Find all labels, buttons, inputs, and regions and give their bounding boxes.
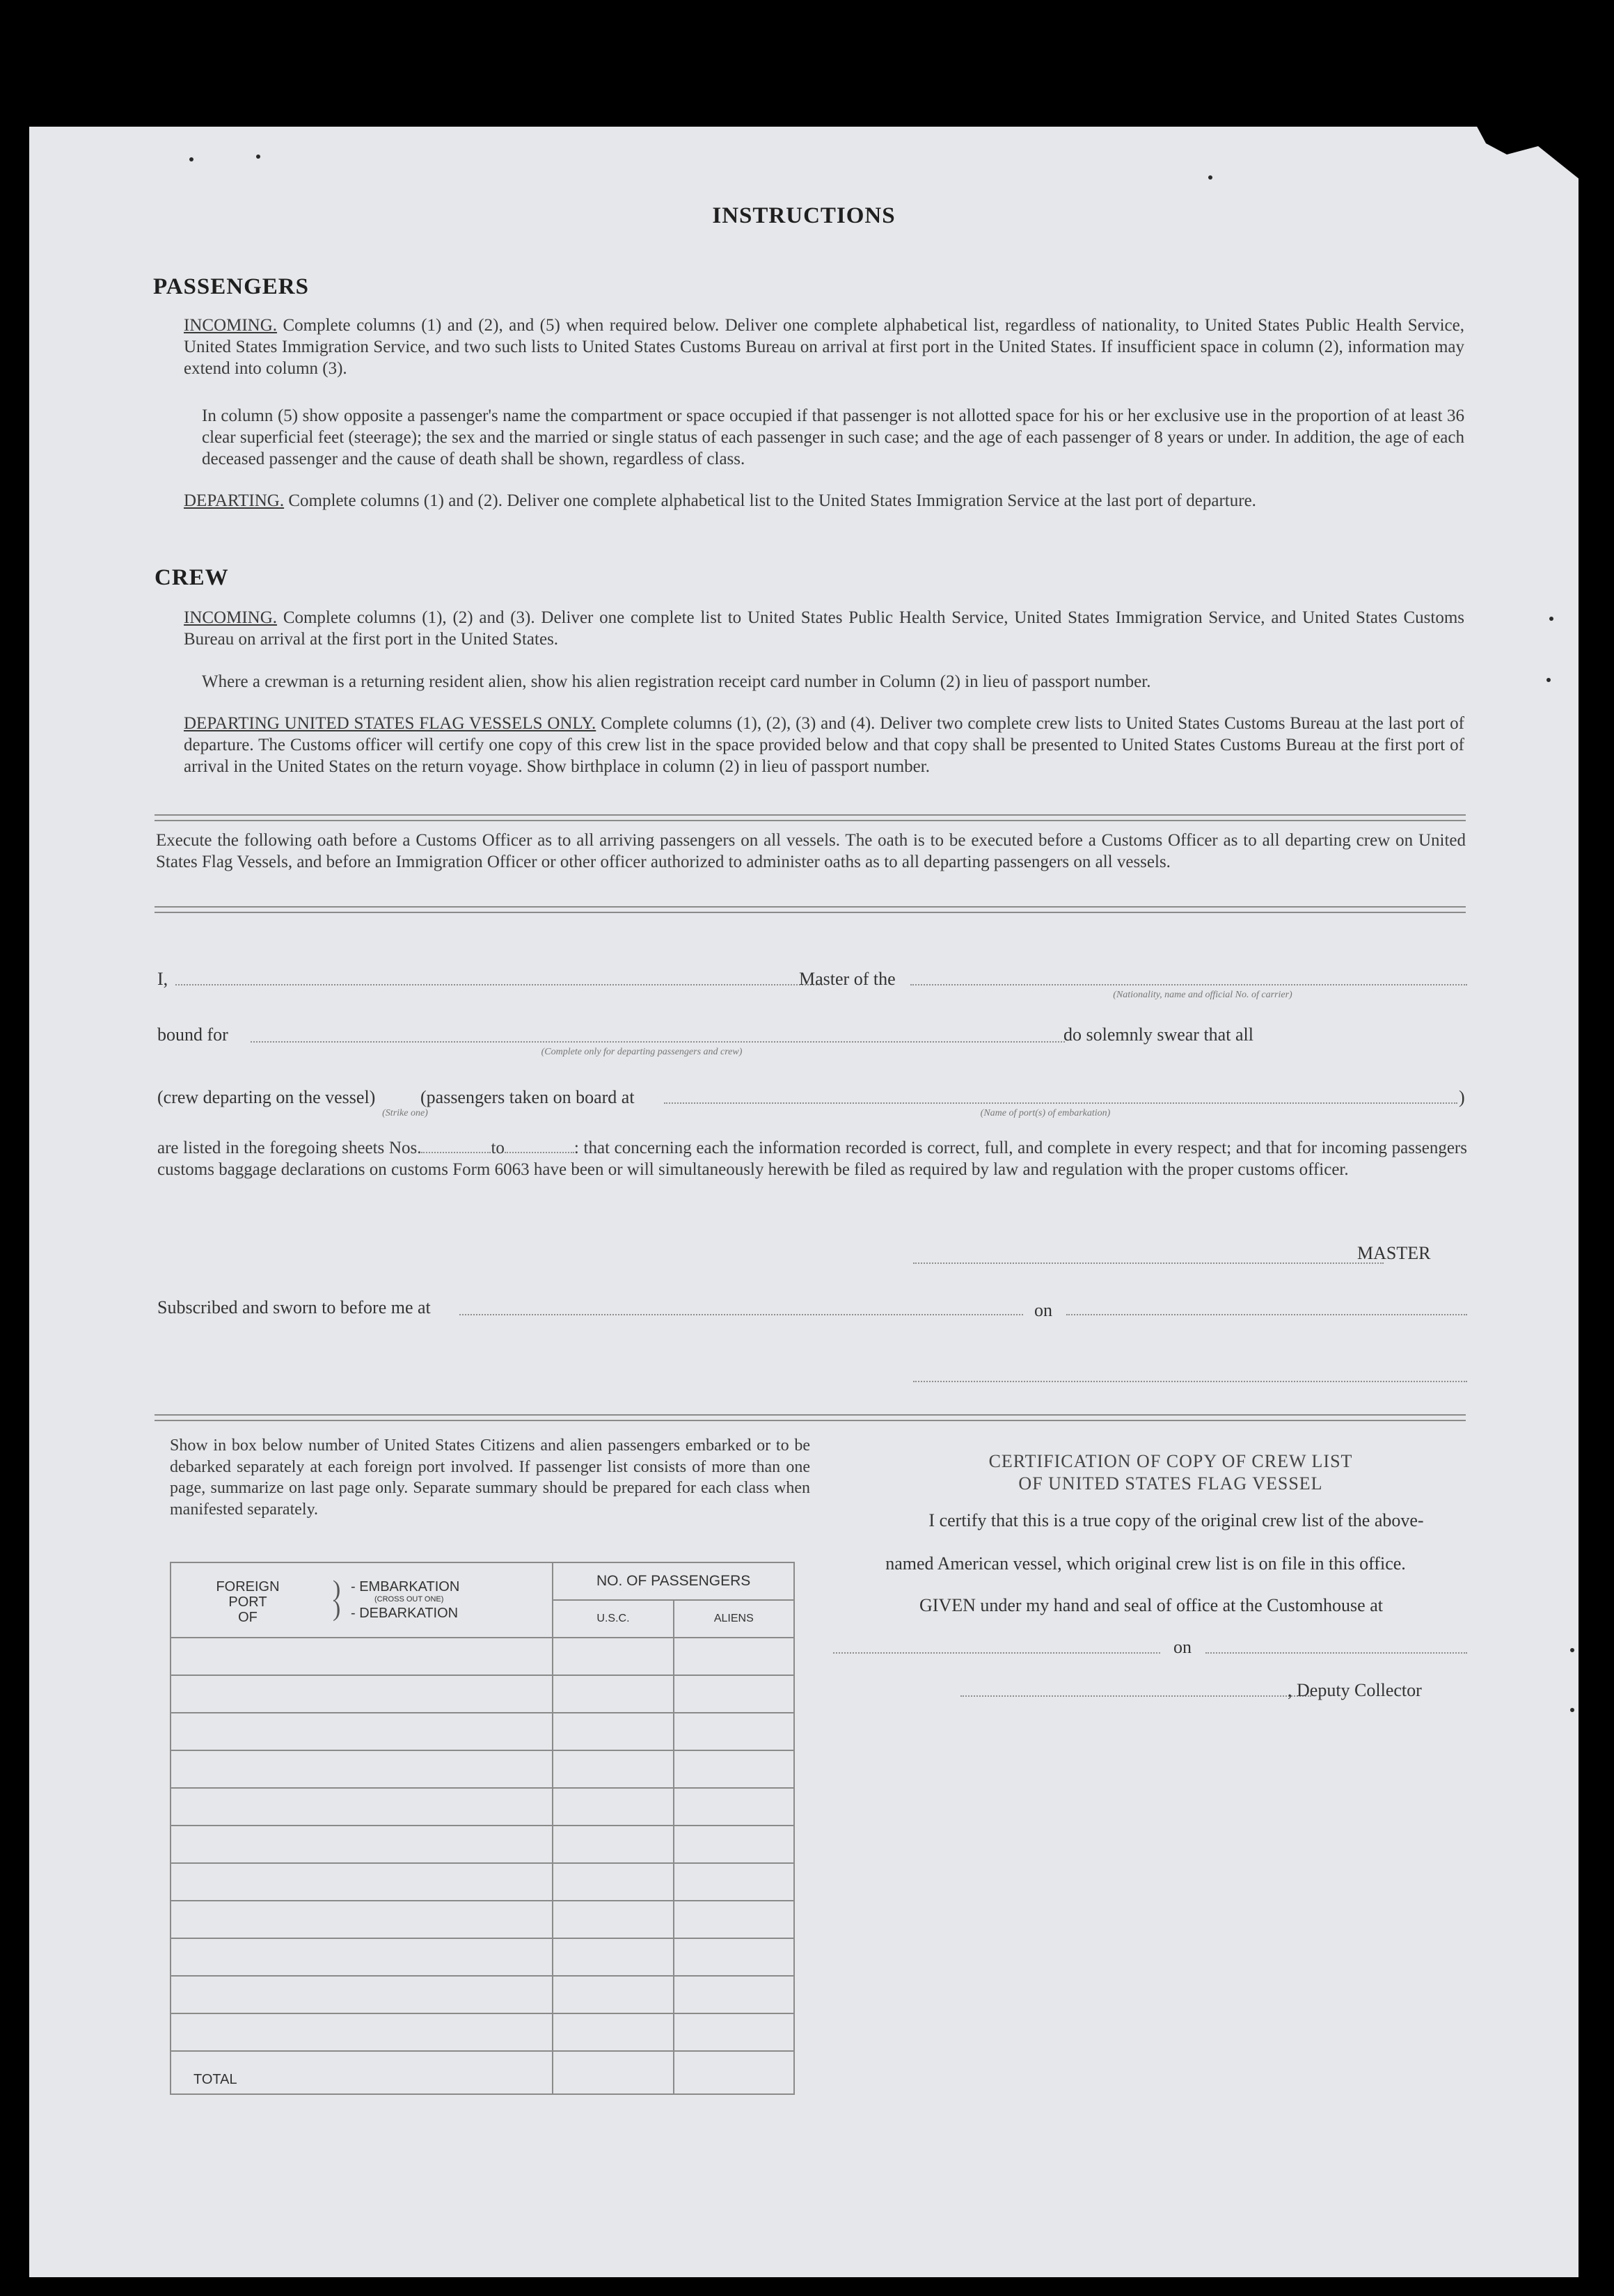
certification-heading-2: OF UNITED STATES FLAG VESSEL [1018, 1473, 1323, 1494]
crew-departing-option[interactable]: (crew departing on the vessel) [157, 1087, 376, 1107]
carrier-field[interactable] [910, 984, 1467, 985]
passenger-summary-table [170, 1562, 795, 2095]
certification-heading-1: CERTIFICATION OF COPY OF CREW LIST [988, 1451, 1353, 1471]
document-page [29, 127, 1579, 2277]
crew-heading: CREW [155, 565, 229, 590]
crew-incoming-text: Complete columns (1), (2) and (3). Deliver one complete list to United States Public Health Service, United States Immigration Service, and United States Customs Bureau on arrival at the first port in the United States. [184, 608, 1465, 649]
port-cell[interactable] [171, 2013, 553, 2051]
port-cell[interactable] [171, 1826, 553, 1863]
certification-date-field[interactable] [1205, 1652, 1467, 1654]
usc-cell[interactable] [553, 2013, 673, 2051]
usc-cell[interactable] [553, 1675, 673, 1713]
passengers-incoming-label: INCOMING. [184, 316, 278, 335]
crew-departing-label: DEPARTING UNITED STATES FLAG VESSELS ONLY. [184, 714, 596, 733]
certify-line-1: I certify that this is a true copy of the original crew list of the above- [928, 1510, 1424, 1530]
aliens-cell[interactable] [674, 1976, 794, 2013]
certification-on-label: on [1173, 1637, 1192, 1657]
strike-one-hint: (Strike one) [382, 1108, 428, 1118]
passengers-departing-text: Complete columns (1) and (2). Deliver one complete alphabetical list to the United States Immigration Service at the last port of departure. [288, 491, 1256, 510]
oath-i-label: I, [157, 969, 168, 989]
scan-speck [1549, 617, 1553, 621]
master-signature-field[interactable] [913, 1262, 1384, 1264]
passengers-taken-option[interactable]: (passengers taken on board at [420, 1087, 635, 1107]
passengers-incoming-text: Complete columns (1) and (2), and (5) when required below. Deliver one complete alphabetical list, regardless of nationality, to United States Public Health Service, United States Immigration Service, and two such lists to United States Customs Bureau on arrival at first port in the United States. If insufficient space in column (2), information may extend into column (3). [184, 316, 1465, 378]
port-cell[interactable] [171, 1788, 553, 1826]
usc-cell[interactable] [553, 1788, 673, 1826]
usc-header: U.S.C. [553, 1600, 673, 1638]
table-row [171, 1863, 794, 1901]
sworn-date-field[interactable] [1066, 1314, 1467, 1315]
aliens-header: ALIENS [674, 1600, 794, 1638]
sheets-text-2: : that concerning each the information recorded is correct, full, and complete in every respect; and that for incoming passengers customs baggage declarations on customs Form 6063 have been or will simultaneously herewith be filed as required by law and regulation with the proper customs officer. [157, 1139, 1467, 1179]
port-cell[interactable] [171, 1976, 553, 2013]
swear-label: do solemnly swear that all [1063, 1024, 1253, 1045]
deputy-signature-field[interactable] [960, 1695, 1311, 1697]
officer-signature-field[interactable] [913, 1381, 1467, 1382]
certification-heading [864, 1450, 1477, 1495]
oath-intro: Execute the following oath before a Customs Officer as to all arriving passengers on all vessels. The oath is to be executed before a Customs Officer as to all departing crew on United States Flag Vessels, and before an Immigration Officer or other officer authorized to administer oaths as to all departing passengers on all vessels. [156, 831, 1466, 871]
aliens-cell[interactable] [674, 1826, 794, 1863]
table-row [171, 1938, 794, 1976]
usc-cell[interactable] [553, 1713, 673, 1750]
divider [155, 906, 1466, 913]
divider [155, 1414, 1466, 1421]
port-field[interactable] [664, 1102, 1457, 1104]
sheets-to-label: to [491, 1139, 505, 1157]
table-row [171, 2013, 794, 2051]
port-cell[interactable] [171, 1638, 553, 1675]
aliens-cell[interactable] [674, 1901, 794, 1938]
usc-cell[interactable] [553, 1976, 673, 2013]
table-row [171, 1713, 794, 1750]
sheets-statement [157, 1137, 1467, 1180]
debarkation-option[interactable]: - DEBARKATION [351, 1606, 459, 1621]
scan-speck [256, 155, 260, 159]
sheet-to-field[interactable] [505, 1152, 574, 1153]
no-of-passengers-header: NO. OF PASSENGERS [553, 1562, 794, 1600]
usc-total-cell[interactable] [553, 2051, 673, 2094]
usc-cell[interactable] [553, 1750, 673, 1788]
total-label: TOTAL [171, 2051, 553, 2094]
of-label: OF [238, 1610, 258, 1625]
embarkation-option[interactable]: - EMBARKATION [351, 1579, 460, 1594]
table-row [171, 1901, 794, 1938]
usc-cell[interactable] [553, 1638, 673, 1675]
sworn-on-label: on [1034, 1300, 1052, 1320]
table-row [171, 1750, 794, 1788]
passengers-heading: PASSENGERS [153, 274, 309, 299]
bound-hint: (Complete only for departing passengers and crew) [541, 1047, 743, 1057]
table-row [171, 1976, 794, 2013]
brace-icon: ) [333, 1576, 341, 1602]
port-cell[interactable] [171, 1675, 553, 1713]
port-cell[interactable] [171, 1713, 553, 1750]
bound-for-field[interactable] [251, 1041, 1065, 1043]
aliens-cell[interactable] [674, 1713, 794, 1750]
bound-for-label: bound for [157, 1024, 228, 1045]
table-row [171, 1638, 794, 1675]
summary-instructions: Show in box below number of United States Citizens and alien passengers embarked or to be debarked separately at each foreign port involved. If passenger list consists of more than one page, summarize on last page only. Separate summary should be prepared for each class when manifested separately. [170, 1436, 810, 1519]
crew-resident: Where a crewman is a returning resident alien, show his alien registration receipt card number in Column (2) in lieu of passport number. [202, 672, 1151, 691]
aliens-cell[interactable] [674, 1638, 794, 1675]
crew-departing [184, 713, 1464, 777]
port-cell[interactable] [171, 1901, 553, 1938]
close-paren: ) [1459, 1087, 1465, 1107]
usc-cell[interactable] [553, 1938, 673, 1976]
sheet-from-field[interactable] [421, 1152, 491, 1153]
master-label: MASTER [1357, 1243, 1431, 1263]
passengers-departing-label: DEPARTING. [184, 491, 285, 510]
foreign-label: FOREIGN [216, 1579, 280, 1594]
crew-departing-text: Complete columns (1), (2), (3) and (4). Deliver two complete crew lists to United States Customs Bureau at the last port of departure. The Customs officer will certify one copy of this crew list in the space provided below and that copy shall be presented to United States Customs Bureau at the first port of arrival in the United States on the return voyage. Show birthplace in column (2) in lieu of passport number. [184, 714, 1464, 776]
passengers-column5: In column (5) show opposite a passenger's name the compartment or space occupied if that passenger is not allotted space for his or her exclusive use in the proportion of at least 36 clear superficial feet (steerage); the sex and the married or single status of each passenger in such case; and the age of each passenger of 8 years or under. In addition, the age of each deceased passenger and the cause of death shall be shown, regardless of class. [202, 406, 1464, 468]
port-hint: (Name of port(s) of embarkation) [980, 1108, 1111, 1118]
master-name-field[interactable] [175, 984, 823, 985]
total-row [171, 2051, 794, 2094]
aliens-cell[interactable] [674, 2013, 794, 2051]
usc-cell[interactable] [553, 1863, 673, 1901]
certify-line-2: named American vessel, which original crew list is on file in this office. [885, 1553, 1406, 1574]
cross-out-hint: (CROSS OUT ONE) [374, 1595, 444, 1604]
passengers-departing [184, 490, 1464, 512]
master-of-label: Master of the [799, 969, 896, 989]
brace-icon: ) [333, 1596, 341, 1622]
crew-incoming-label: INCOMING. [184, 608, 278, 627]
scan-speck [1570, 1648, 1574, 1652]
scan-speck [189, 157, 193, 161]
crew-incoming [184, 607, 1464, 650]
aliens-total-cell[interactable] [674, 2051, 794, 2094]
table-row [171, 1788, 794, 1826]
page-title: INSTRUCTIONS [712, 203, 896, 228]
port-header-cell [171, 1562, 553, 1638]
customhouse-location-field[interactable] [833, 1652, 1160, 1654]
port-cell[interactable] [171, 1938, 553, 1976]
usc-cell[interactable] [553, 1826, 673, 1863]
scan-speck [1570, 1708, 1574, 1712]
port-cell[interactable] [171, 1863, 553, 1901]
aliens-cell[interactable] [674, 1863, 794, 1901]
sheets-text-1: are listed in the foregoing sheets Nos. [157, 1139, 422, 1157]
deputy-collector-label: , Deputy Collector [1288, 1680, 1422, 1700]
table-row [171, 1826, 794, 1863]
table-row [171, 1675, 794, 1713]
divider [155, 814, 1466, 821]
aliens-cell[interactable] [674, 1675, 794, 1713]
scan-speck [1546, 678, 1551, 682]
given-line: GIVEN under my hand and seal of office at the Customhouse at [919, 1595, 1383, 1615]
usc-cell[interactable] [553, 1901, 673, 1938]
passengers-incoming [184, 315, 1464, 379]
subscribed-label: Subscribed and sworn to before me at [157, 1297, 431, 1317]
port-label: PORT [228, 1594, 267, 1610]
nationality-hint: (Nationality, name and official No. of carrier) [1113, 990, 1292, 1000]
port-cell[interactable] [171, 1750, 553, 1788]
sworn-location-field[interactable] [459, 1314, 1023, 1315]
aliens-cell[interactable] [674, 1788, 794, 1826]
scan-speck [1208, 175, 1212, 180]
aliens-cell[interactable] [674, 1938, 794, 1976]
aliens-cell[interactable] [674, 1750, 794, 1788]
